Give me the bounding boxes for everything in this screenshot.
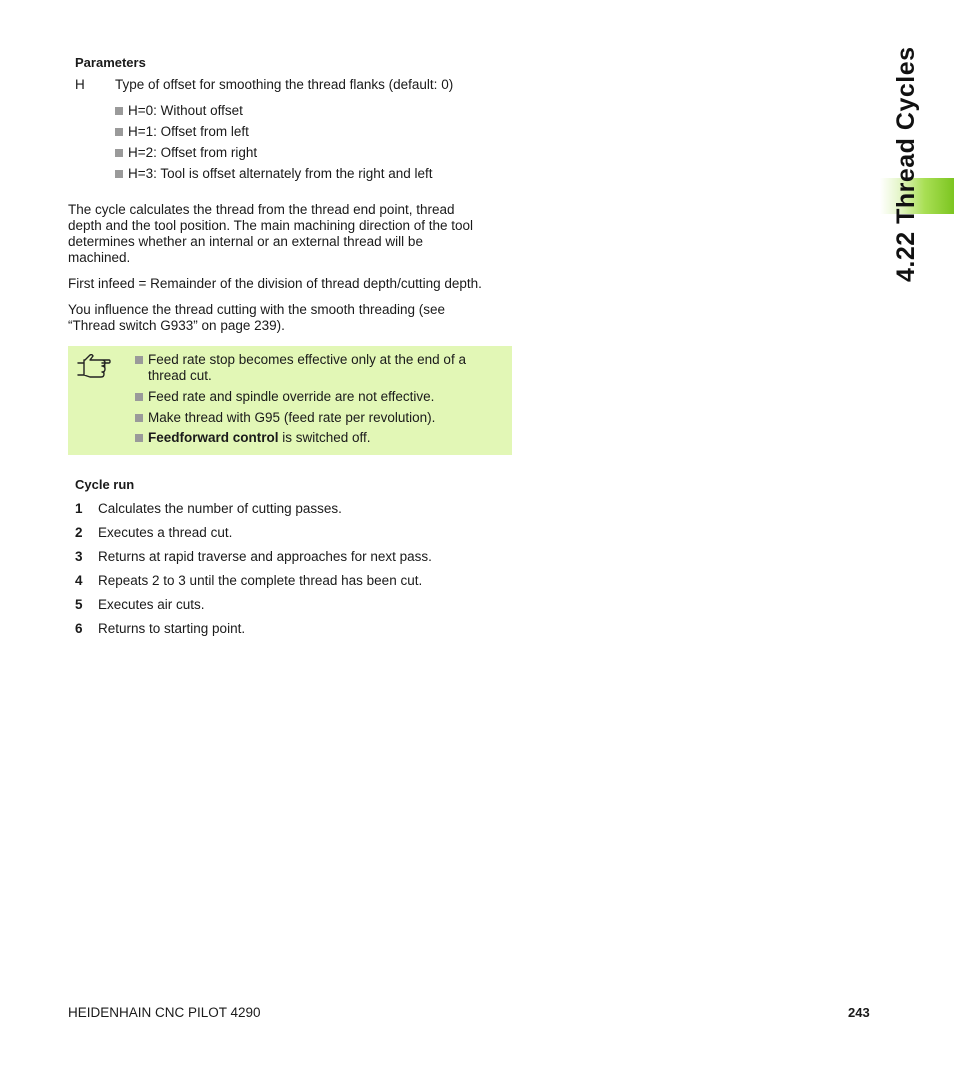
- cycle-step: 5 Executes air cuts.: [75, 597, 205, 612]
- option-item: H=0: Without offset: [115, 103, 243, 119]
- cycle-run-heading: Cycle run: [75, 477, 135, 492]
- description-paragraph: The cycle calculates the thread from the thread end point, thread depth and the tool position. The main machining direction of the tool determines whether an internal or an external thread will be machined.: [68, 202, 474, 265]
- option-item: H=1: Offset from left: [115, 124, 249, 140]
- square-bullet-icon: [115, 128, 123, 136]
- cycle-step: 4 Repeats 2 to 3 until the complete thread has been cut.: [75, 573, 423, 588]
- cycle-step: 6 Returns to starting point.: [75, 621, 246, 636]
- param-description: Type of offset for smoothing the thread flanks (default: 0): [115, 77, 454, 92]
- chapter-title: 4.22 Thread Cycles: [892, 46, 920, 282]
- param-key: H: [75, 77, 85, 92]
- note-item: Feed rate and spindle override are not effective.: [135, 389, 434, 405]
- note-item: Make thread with G95 (feed rate per revolution).: [135, 410, 435, 426]
- page-number: 243: [848, 1005, 870, 1020]
- option-item: H=3: Tool is offset alternately from the right and left: [115, 166, 433, 182]
- square-bullet-icon: [115, 170, 123, 178]
- cycle-step: 1 Calculates the number of cutting passes.: [75, 501, 342, 516]
- square-bullet-icon: [135, 393, 143, 401]
- square-bullet-icon: [135, 414, 143, 422]
- infeed-paragraph: First infeed = Remainder of the division of thread depth/cutting depth.: [68, 276, 482, 291]
- square-bullet-icon: [135, 356, 143, 364]
- square-bullet-icon: [115, 107, 123, 115]
- cycle-step: 2 Executes a thread cut.: [75, 525, 233, 540]
- parameters-heading: Parameters: [75, 55, 146, 70]
- smooth-threading-paragraph: You influence the thread cutting with the smooth threading (see “Thread switch G933” on page 239).: [68, 302, 445, 333]
- note-box: [68, 346, 512, 455]
- note-item: Feedforward control is switched off.: [135, 430, 371, 446]
- square-bullet-icon: [115, 149, 123, 157]
- square-bullet-icon: [135, 434, 143, 442]
- note-item: Feed rate stop becomes effective only at the end of a thread cut.: [135, 352, 505, 384]
- cycle-step: 3 Returns at rapid traverse and approaches for next pass.: [75, 549, 432, 564]
- pointing-hand-icon: [77, 354, 111, 380]
- footer-product: HEIDENHAIN CNC PILOT 4290: [68, 1005, 261, 1020]
- option-item: H=2: Offset from right: [115, 145, 257, 161]
